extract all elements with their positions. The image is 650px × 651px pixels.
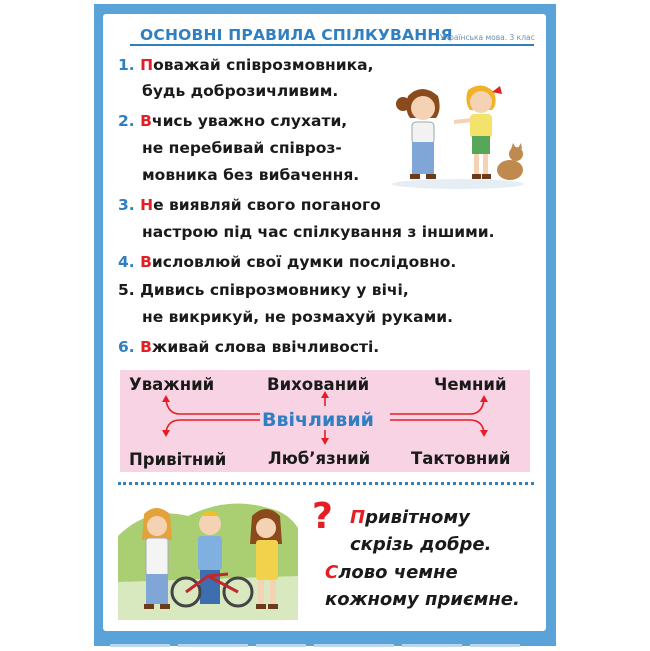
question-mark-icon: ? [312, 496, 333, 537]
rule-number: 2. [118, 112, 135, 130]
rule-2 [118, 112, 347, 130]
synonym-bottom-right: Тактовний [411, 449, 511, 468]
rule-text: е виявляй свого поганого [153, 196, 381, 214]
rule-initial: П [140, 56, 154, 74]
synonym-bottom-center: Люб’язний [268, 449, 371, 468]
synonym-bottom-left: Привітний [129, 450, 227, 469]
rule-number: 1. [118, 56, 135, 74]
rule-text: исловлюй свої думки послідовно. [151, 253, 457, 271]
rule-initial: В [140, 112, 152, 130]
rule-6 [118, 338, 379, 356]
rule-initial: Н [140, 196, 154, 214]
proverb-1-line-2: скрізь добре. [350, 534, 492, 555]
rule-3-line-2: настрою під час спілкування з іншими. [142, 223, 495, 241]
proverb-initial: С [325, 562, 339, 583]
poster-subtitle: Українська мова. 3 клас [440, 33, 535, 42]
girls-arguing-illustration [388, 78, 528, 190]
proverb-1-line-1 [350, 507, 470, 528]
rule-number: 5. [118, 281, 135, 299]
kids-with-bicycle-illustration [118, 496, 298, 620]
dotted-divider [118, 482, 534, 485]
proverb-2-line-2: кожному приємне. [325, 589, 520, 610]
rule-4 [118, 253, 456, 271]
rule-number: 6. [118, 338, 135, 356]
rule-number: 4. [118, 253, 135, 271]
synonym-center: Ввічливий [262, 409, 374, 431]
arrow-to-bottom-right [390, 420, 484, 432]
synonym-top-left: Уважний [129, 375, 215, 394]
rule-initial: В [140, 338, 152, 356]
arrow-to-bottom-left [166, 420, 260, 432]
rule-text: Дивись співрозмовнику у вічі, [140, 281, 409, 299]
rule-initial: В [140, 253, 152, 271]
proverb-initial: П [350, 507, 366, 528]
footer-fine-print [110, 632, 540, 640]
rule-text: оважай співрозмовника, [153, 56, 374, 74]
rule-3 [118, 196, 381, 214]
synonym-top-center: Вихований [267, 375, 370, 394]
rule-5-line-2: не викрикуй, не розмахуй руками. [142, 308, 453, 326]
rule-2-line-3: мовника без вибачення. [142, 166, 360, 184]
rule-1-line-2: будь доброзичливим. [142, 82, 339, 100]
rule-text: чись уважно слухати, [151, 112, 348, 130]
proverb-2-line-1 [325, 562, 458, 583]
poster-title: ОСНОВНІ ПРАВИЛА СПІЛКУВАННЯ [140, 26, 453, 44]
arrow-to-top-right [390, 400, 484, 414]
proverb-text: лово чемне [338, 562, 458, 583]
title-underline [130, 44, 534, 46]
proverb-text: ривітному [365, 507, 470, 528]
rule-2-line-2: не перебивай співроз- [142, 139, 342, 157]
synonym-top-right: Чемний [434, 375, 507, 394]
rule-number: 3. [118, 196, 135, 214]
rule-5 [118, 281, 409, 299]
arrow-to-top-left [166, 400, 260, 414]
rule-text: живай слова ввічливості. [151, 338, 380, 356]
rule-1 [118, 56, 373, 74]
